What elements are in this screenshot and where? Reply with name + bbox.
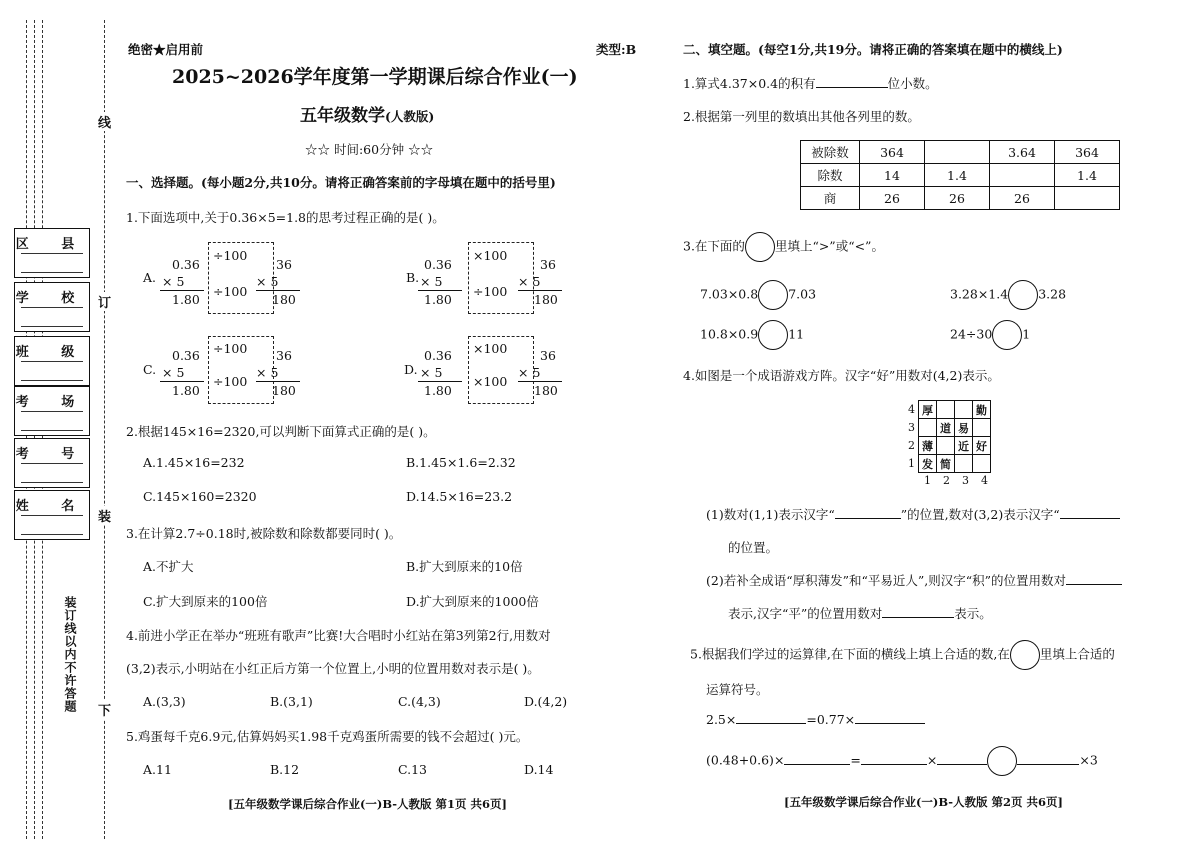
answer-blank[interactable] xyxy=(1060,518,1120,519)
answer-blank[interactable] xyxy=(937,764,987,765)
answer-blank[interactable] xyxy=(835,518,901,519)
q5-option-c[interactable]: C.13 xyxy=(398,762,427,777)
answer-blank[interactable] xyxy=(882,617,954,618)
subject-title: 五年级数学(人教版) xyxy=(300,106,435,126)
q4-option-a[interactable]: A.(3,3) xyxy=(143,694,186,709)
answer-blank[interactable] xyxy=(816,87,888,88)
secret-label: 绝密★启用前 xyxy=(128,42,204,57)
answer-circle[interactable] xyxy=(987,746,1017,776)
field-exam-number[interactable]: 考 号 xyxy=(14,438,90,488)
answer-circle[interactable] xyxy=(745,232,775,262)
compare-2: 3.28×1.4 3.28 xyxy=(950,280,1066,310)
q3-option-c[interactable]: C.扩大到原来的100倍 xyxy=(143,594,268,609)
q4-option-c[interactable]: C.(4,3) xyxy=(398,694,441,709)
answer-blank[interactable] xyxy=(1066,584,1122,585)
answer-circle[interactable] xyxy=(1010,640,1040,670)
fill-q4-1: (1)数对(1,1)表示汉字“ ”的位置,数对(3,2)表示汉字“ xyxy=(706,505,1120,523)
answer-blank[interactable] xyxy=(861,764,927,765)
fill-q4-1-cont: 的位置。 xyxy=(728,540,779,555)
side-char: 线 xyxy=(98,112,111,131)
fill-q4-2: (2)若补全成语“厚积薄发”和“平易近人”,则汉字“积”的位置用数对 xyxy=(706,571,1122,589)
field-district[interactable]: 区 县 xyxy=(14,228,90,278)
answer-circle[interactable] xyxy=(758,280,788,310)
option-d-letter[interactable]: D. xyxy=(404,362,418,377)
q5-stem: 5.鸡蛋每千克6.9元,估算妈妈买1.98千克鸡蛋所需要的钱不会超过( )元。 xyxy=(126,729,529,744)
option-c-letter[interactable]: C. xyxy=(143,362,157,377)
q2-stem: 2.根据145×16=2320,可以判断下面算式正确的是( )。 xyxy=(126,424,436,439)
q3-option-b[interactable]: B.扩大到原来的10倍 xyxy=(406,559,523,574)
table-row: 商 26 26 26 xyxy=(801,187,1120,210)
option-b-letter[interactable]: B. xyxy=(406,270,420,285)
page-footer-right: [五年级数学课后综合作业(一)B-人教版 第2页 共6页] xyxy=(784,795,1063,809)
fill-q4-2-cont: 表示,汉字“平”的位置用数对 表示。 xyxy=(728,606,992,621)
answer-circle[interactable] xyxy=(1008,280,1038,310)
table-row: 除数 14 1.4 1.4 xyxy=(801,164,1120,187)
section2-heading: 二、填空题。(每空1分,共19分。请将正确的答案填在题中的横线上) xyxy=(683,42,1063,57)
answer-blank[interactable] xyxy=(784,764,850,765)
compare-4: 24÷30 1 xyxy=(950,320,1030,350)
answer-blank[interactable] xyxy=(736,723,806,724)
grid-row-labels: 4 3 2 1 xyxy=(908,403,915,470)
field-name[interactable]: 姓 名 xyxy=(14,490,90,540)
q4-stem-line1: 4.前进小学正在举办“班班有歌声”比赛!大合唱时小红站在第3列第2行,用数对 xyxy=(126,628,551,643)
q4-option-d[interactable]: D.(4,2) xyxy=(524,694,568,709)
field-school[interactable]: 学 校 xyxy=(14,282,90,332)
answer-blank[interactable] xyxy=(855,723,925,724)
fill-q1: 1.算式4.37×0.4的积有 位小数。 xyxy=(683,76,938,91)
page-title: 2025~2026学年度第一学期课后综合作业(一) xyxy=(172,66,578,88)
compare-1: 7.03×0.8 7.03 xyxy=(700,280,816,310)
equation-2: (0.48+0.6)× = × ×3 xyxy=(706,746,1098,776)
field-exam-room[interactable]: 考 场 xyxy=(14,386,90,436)
grid-col-labels: 1 2 3 4 xyxy=(924,474,988,487)
q4-option-b[interactable]: B.(3,1) xyxy=(270,694,313,709)
division-table xyxy=(800,140,1120,210)
answer-blank[interactable] xyxy=(1017,764,1079,765)
q4-stem-line2: (3,2)表示,小明站在小红正后方第一个位置上,小明的位置用数对表示是( )。 xyxy=(126,661,540,676)
exam-time: ☆☆ 时间:60分钟 ☆☆ xyxy=(305,142,434,157)
fill-q4: 4.如图是一个成语游戏方阵。汉字“好”用数对(4,2)表示。 xyxy=(683,368,1000,383)
q2-option-c[interactable]: C.145×160=2320 xyxy=(143,489,257,504)
fill-q5-cont: 运算符号。 xyxy=(706,682,769,697)
q2-option-d[interactable]: D.14.5×16=23.2 xyxy=(406,489,513,504)
compare-3: 10.8×0.9 11 xyxy=(700,320,804,350)
equation-1: 2.5× =0.77× xyxy=(706,712,925,727)
side-char: 下 xyxy=(98,700,111,719)
fill-q5: 5.根据我们学过的运算律,在下面的横线上填上合适的数,在 里填上合适的 xyxy=(690,640,1115,670)
q5-option-b[interactable]: B.12 xyxy=(270,762,300,777)
field-class[interactable]: 班 级 xyxy=(14,336,90,386)
side-char: 装 xyxy=(98,506,111,525)
q3-stem: 3.在计算2.7÷0.18时,被除数和除数都要同时( )。 xyxy=(126,526,402,541)
table-row: 被除数 364 3.64 364 xyxy=(801,141,1120,164)
q5-option-d[interactable]: D.14 xyxy=(524,762,554,777)
idiom-grid: 厚 勤 道 易 薄 近 好 发 简 xyxy=(918,400,991,473)
q1-stem: 1.下面选项中,关于0.36×5=1.8的思考过程正确的是( )。 xyxy=(126,210,445,225)
q3-option-a[interactable]: A.不扩大 xyxy=(143,559,194,574)
fill-q2: 2.根据第一列里的数填出其他各列里的数。 xyxy=(683,109,920,124)
binding-note: 装订线以内不许答题 xyxy=(63,596,77,713)
q2-option-a[interactable]: A.1.45×16=232 xyxy=(143,455,245,470)
answer-circle[interactable] xyxy=(758,320,788,350)
section1-heading: 一、选择题。(每小题2分,共10分。请将正确答案前的字母填在题中的括号里) xyxy=(126,175,556,190)
q5-option-a[interactable]: A.11 xyxy=(143,762,172,777)
paper-type: 类型:B xyxy=(596,42,637,57)
fill-q3: 3.在下面的 里填上“>”或“<”。 xyxy=(683,232,884,262)
q3-option-d[interactable]: D.扩大到原来的1000倍 xyxy=(406,594,539,609)
side-char: 订 xyxy=(98,292,111,311)
q2-option-b[interactable]: B.1.45×1.6=2.32 xyxy=(406,455,516,470)
option-a-letter[interactable]: A. xyxy=(143,270,157,285)
page-footer-left: [五年级数学课后综合作业(一)B-人教版 第1页 共6页] xyxy=(228,797,507,811)
answer-circle[interactable] xyxy=(992,320,1022,350)
binding-strip xyxy=(0,0,122,849)
